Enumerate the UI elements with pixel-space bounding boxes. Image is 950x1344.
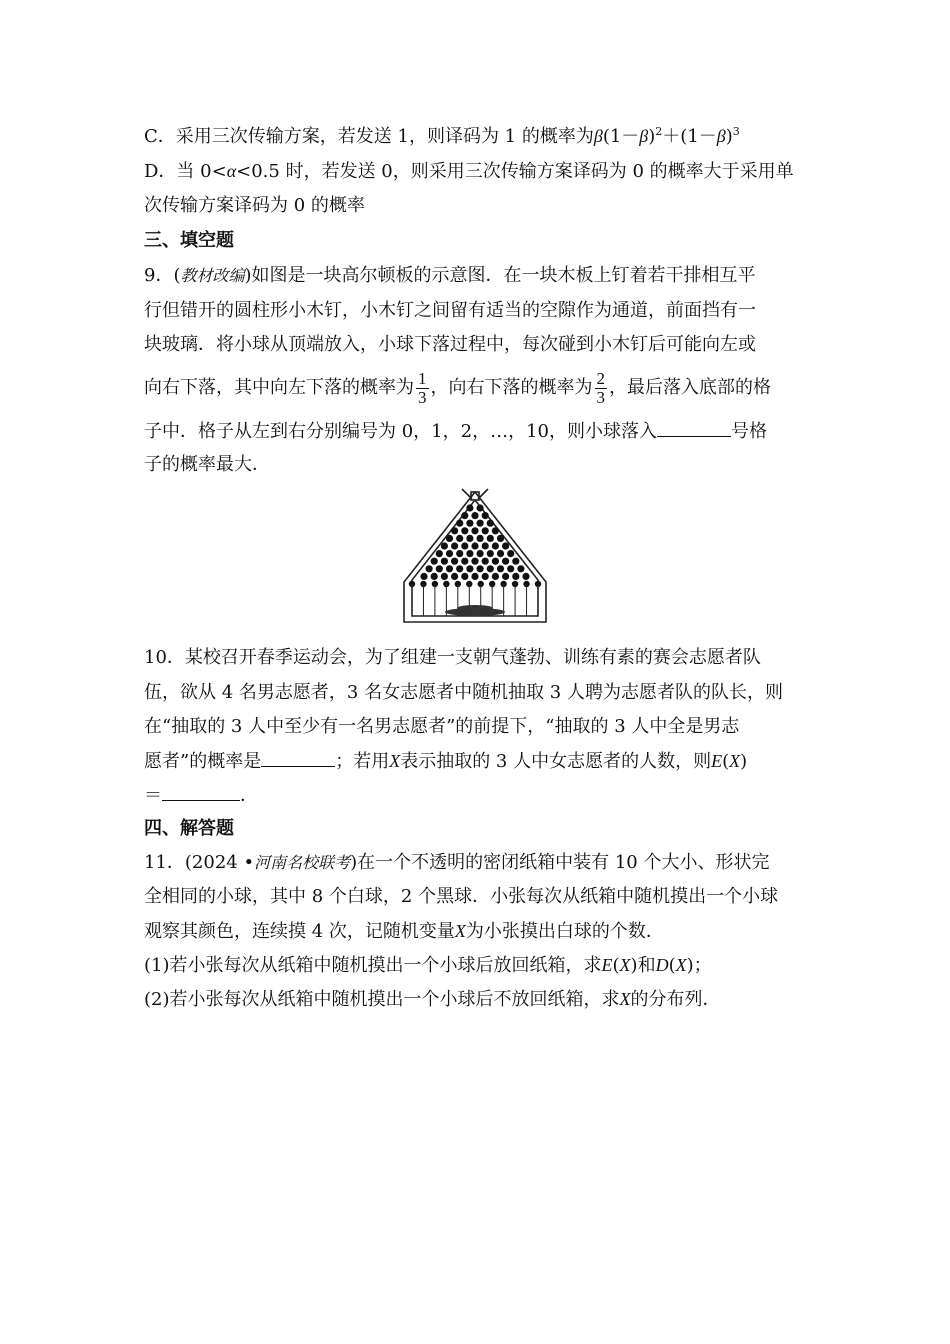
galton-pin — [487, 520, 494, 527]
q11-source: 河南名校联考 — [254, 853, 351, 872]
galton-pin — [446, 565, 453, 572]
galton-pin — [446, 535, 453, 542]
galton-pin — [466, 550, 473, 557]
galton-pin — [497, 550, 504, 557]
galton-pin — [426, 565, 433, 572]
galton-pin — [441, 542, 448, 549]
galton-pin — [461, 527, 468, 534]
galton-pin — [497, 565, 504, 572]
galton-board-figure — [400, 486, 550, 630]
q9-line1: 9．(教材改编)如图是一块高尔顿板的示意图．在一块木板上钉着若干排相互平 — [144, 265, 756, 286]
galton-pin — [461, 573, 468, 580]
galton-pin — [507, 565, 514, 572]
q8-option-d-line2: 次传输方案译码为 0 的概率 — [144, 195, 365, 216]
galton-pin — [461, 558, 468, 565]
galton-pin — [471, 573, 478, 580]
q9-line5: 子中．格子从左到右分别编号为 0，1，2，…，10，则小球落入 号格 — [144, 416, 809, 447]
q9-line4: 向右下落，其中向左下落的概率为 $\frac{1}{3}$ ，向右下落的概率为 $\frac{2}{3}$ ，最后落入底部的格 — [144, 368, 771, 407]
galton-pin — [456, 550, 463, 557]
galton-pin — [466, 565, 473, 572]
galton-pin — [471, 527, 478, 534]
q10-answer-blank-1[interactable] — [261, 746, 335, 767]
galton-pin — [456, 565, 463, 572]
galton-pin — [441, 558, 448, 565]
galton-pin — [451, 542, 458, 549]
galton-pin — [451, 527, 458, 534]
q11-line2: 全相同的小球，其中 8 个白球，2 个黑球．小张每次从纸箱中随机摸出一个小球 — [144, 886, 779, 907]
galton-pin — [482, 512, 489, 519]
galton-pin — [461, 512, 468, 519]
q9-line3: 块玻璃．将小球从顶端放入，小球下落过程中，每次碰到小木钉后可能向左或 — [144, 334, 756, 355]
galton-pin — [477, 504, 484, 511]
galton-pin — [487, 535, 494, 542]
galton-pin — [471, 512, 478, 519]
galton-pin — [477, 535, 484, 542]
fraction-one-third: $\frac{1}{3}$ — [418, 368, 427, 407]
galton-pin — [431, 573, 438, 580]
galton-pin — [502, 542, 509, 549]
galton-pin — [456, 520, 463, 527]
q10-line2: 伍，欲从 4 名男志愿者，3 名女志愿者中随机抽取 3 人聘为志愿者队的队长，则 — [144, 682, 783, 703]
galton-pin — [482, 527, 489, 534]
galton-pin — [451, 573, 458, 580]
q9-line2: 行但错开的圆柱形小木钉，小木钉之间留有适当的空隙作为通道，前面挡有一 — [144, 300, 756, 321]
galton-pin — [512, 558, 519, 565]
q9-line6: 子的概率最大． — [144, 454, 270, 475]
q11-line1: 11．(2024 •河南名校联考)在一个不透明的密闭纸箱中装有 10 个大小、形状完 — [144, 852, 770, 873]
galton-pin — [487, 565, 494, 572]
galton-pin — [471, 558, 478, 565]
q10-answer-blank-2[interactable] — [162, 780, 240, 801]
galton-pin — [482, 558, 489, 565]
galton-pin — [507, 550, 514, 557]
galton-pin — [482, 542, 489, 549]
q10-line4: 愿者”的概率是 ；若用X表示抽取的 3 人中女志愿者的人数，则E(X) — [144, 746, 809, 777]
galton-pin — [517, 565, 524, 572]
q10-line1: 10．某校召开春季运动会，为了组建一支朝气蓬勃、训练有素的赛会志愿者队 — [144, 647, 761, 668]
galton-pin — [466, 535, 473, 542]
galton-pin — [436, 550, 443, 557]
galton-pin — [456, 535, 463, 542]
galton-pin — [492, 558, 499, 565]
section-4-heading: 四、解答题 — [144, 818, 234, 839]
galton-pin — [482, 573, 489, 580]
galton-pin — [487, 550, 494, 557]
galton-pin — [471, 542, 478, 549]
galton-pin — [441, 573, 448, 580]
galton-pin — [461, 542, 468, 549]
galton-pin — [431, 558, 438, 565]
fraction-two-thirds: $\frac{2}{3}$ — [596, 368, 605, 407]
galton-pin — [466, 504, 473, 511]
galton-pin — [497, 535, 504, 542]
q9-source: 教材改编 — [180, 266, 245, 285]
q11-part2: (2)若小张每次从纸箱中随机摸出一个小球后不放回纸箱，求X的分布列． — [144, 989, 721, 1010]
galton-pin — [451, 558, 458, 565]
galton-pin — [492, 542, 499, 549]
q9-answer-blank[interactable] — [657, 416, 731, 437]
q10-line5: ＝ ． — [144, 780, 809, 811]
galton-pin — [436, 565, 443, 572]
galton-pin — [420, 573, 427, 580]
galton-pin — [502, 558, 509, 565]
galton-pin — [466, 520, 473, 527]
galton-pin — [477, 550, 484, 557]
galton-pin — [477, 520, 484, 527]
galton-pin — [502, 573, 509, 580]
q8-option-c: C．采用三次传输方案，若发送 1，则译码为 1 的概率为$\beta(1-\beta)^2+(1-\beta)^3$ — [144, 125, 740, 147]
galton-pin — [492, 573, 499, 580]
q8-option-d-line1: D．当 0<α<0.5 时，若发送 0，则采用三次传输方案译码为 0 的概率大于采用单 — [144, 161, 794, 182]
galton-pin — [492, 527, 499, 534]
galton-pin — [522, 573, 529, 580]
galton-pin — [512, 573, 519, 580]
galton-pin — [477, 565, 484, 572]
galton-pin — [446, 550, 453, 557]
q10-line3: 在“抽取的 3 人中至少有一名男志愿者”的前提下，“抽取的 3 人中全是男志 — [144, 716, 740, 737]
q11-line3: 观察其颜色，连续摸 4 次，记随机变量X为小张摸出白球的个数． — [144, 921, 664, 942]
q11-part1: (1)若小张每次从纸箱中随机摸出一个小球后放回纸箱，求E(X)和D(X)； — [144, 955, 712, 976]
section-3-heading: 三、填空题 — [144, 230, 234, 251]
